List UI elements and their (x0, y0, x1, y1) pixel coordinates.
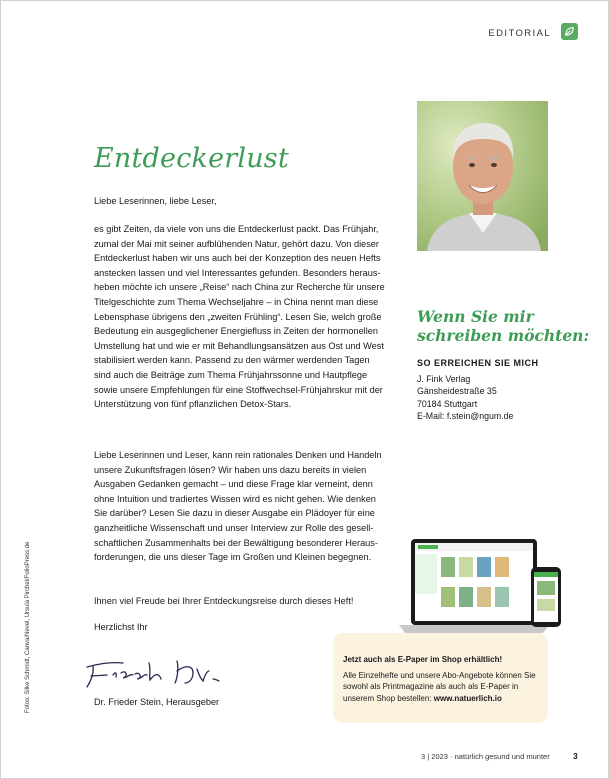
contact-info (417, 357, 539, 423)
shop-link[interactable]: www.natuerlich.io (433, 693, 502, 703)
paragraph-1: es gibt Zeiten, da viele von uns die Entdeckerlust packt. Das Frühjahr, zumal der Mai mit seiner aufblühenden Natur, gehört dazu. Von dieser Entdeckerlust haben wir uns auch bei der Konzeption des neuen Hefts anstecken lassen und viel Interessantes gefunden. Besonders heraus- heben möchte ich unsere „Reise“ nach China zur Recherche für unsere Titelgeschichte zum Thema Wechseljahre – in China nennt man diese Lebensphase übrigens den „zweiten Frühling“. Lesen Sie, welch große Bedeutung ein ausgeglichener Energiefluss in Zeiten der hormonellen Umstellung hat und wie er mit Behandlungsansätzen aus Ost und West stabilisiert werden kann. Passend zu den wärmer werdenden Tagen sind auch die Beiträge zum Thema Frühjahrssonne und Hautpflege sowie unsere Empfehlungen für eine Stoffwechsel-Frühjahrskur mit der Unterstützung von fünf pflanzlichen Detox-Stars. (94, 224, 385, 410)
greeting: Liebe Leserinnen, liebe Leser, (94, 196, 217, 206)
editor-portrait (417, 101, 548, 251)
contact-line: Gänsheidestraße 35 (417, 386, 497, 396)
device-mockup-image (393, 533, 573, 649)
article-title: Entdeckerlust (94, 143, 289, 174)
signature-name: Dr. Frieder Stein, Herausgeber (94, 697, 220, 707)
contact-email[interactable]: E-Mail: f.stein@ngum.de (417, 411, 514, 421)
closing: Herzlichst Ihr (94, 622, 148, 632)
photo-credit: Fotos: Silke Schmidt, Canva/Nevel, Ursula Pirchel/FolioPress.de (25, 541, 31, 713)
handwritten-signature (81, 653, 241, 691)
epaper-text: Jetzt auch als E-Paper im Shop erhältlich! Alle Einzelhefte und unsere Abo-Angebote können Sie sowohl als Printmagazine als auch als E-Paper in unserem Shop bestellen: www.natuerlich.io (343, 654, 543, 704)
paragraph-3: Ihnen viel Freude bei Ihrer Entdeckungsreise durch dieses Heft! (94, 596, 354, 606)
contact-line: 70184 Stuttgart (417, 398, 478, 409)
contact-title: SO ERREICHEN SIE MICH (417, 358, 539, 368)
leaf-icon (561, 23, 578, 40)
paragraph-2: Liebe Leserinnen und Leser, kann rein rationales Denken und Handeln unsere Zukunftsfragen lösen? Wir haben uns dazu bereits in vielen Ausgaben Gedanken gemacht – und diese Frage klar verneint, denn ohne Intuition und tradiertes Wissen wird es nicht gehen. Wie denken Sie darüber? Lesen Sie dazu in dieser Ausgabe ein Plädoyer für eine ganzheitliche Wissenschaft und unser Interview zur Rolle des gesell- schaftlichen Zusammenhalts bei der Bewältigung besonderer Heraus- forderungen, die uns dieser Tage im Großen und Kleinen begegnen. (94, 450, 382, 563)
contact-heading: Wenn Sie mir schreiben möchten: (417, 307, 590, 345)
footer-issue: 3 | 2023 · natürlich gesund und munter (421, 752, 550, 761)
section-label: EDITORIAL (488, 28, 551, 39)
contact-line: J. Fink Verlag (417, 373, 471, 384)
page-number: 3 (573, 751, 578, 761)
epaper-title: Jetzt auch als E-Paper im Shop erhältlich! (343, 655, 503, 664)
